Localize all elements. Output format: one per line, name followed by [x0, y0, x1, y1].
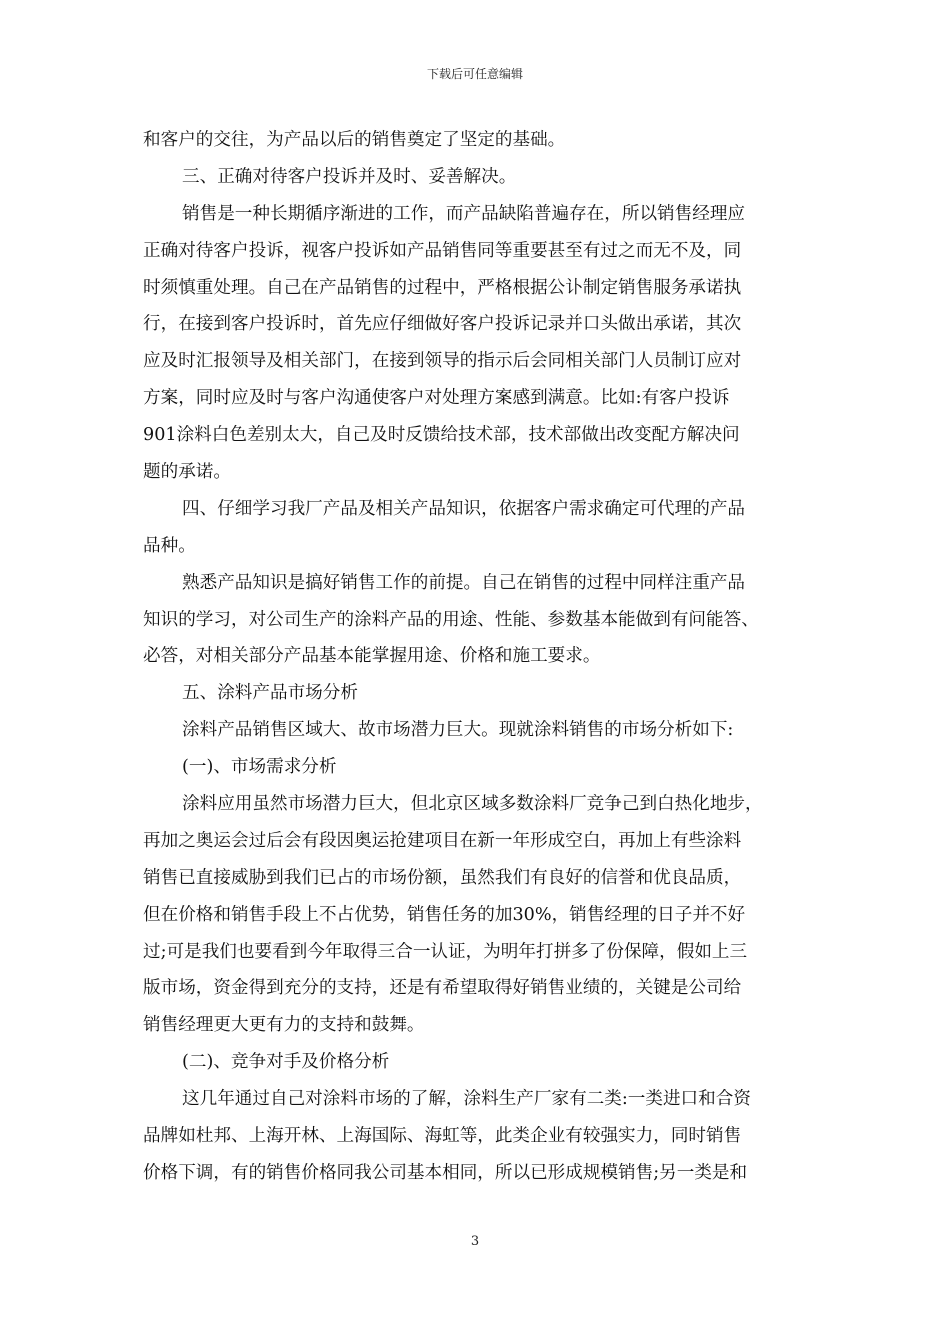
page-number: 3 [470, 1234, 480, 1249]
text-line: 必答，对相关部分产品基本能掌握用途、价格和施工要求。 [143, 646, 601, 667]
text-line: 销售经理更大更有力的支持和鼓舞。 [143, 1015, 425, 1036]
subsection-heading-2: (二)、竞争对手及价格分析 [182, 1052, 390, 1073]
text-line: 销售已直接威胁到我们已占的市场份额，虽然我们有良好的信誉和优良品质， [143, 867, 742, 888]
text-line: 知识的学习，对公司生产的涂料产品的用途、性能、参数基本能做到有问能答、 [143, 609, 759, 630]
document-body [143, 122, 823, 1192]
text-line: 熟悉产品知识是搞好销售工作的前提。自己在销售的过程中同样注重产品 [182, 572, 746, 593]
text-line: 正确对待客户投诉，视客户投诉如产品销售同等重要甚至有过之而无不及，同 [143, 240, 742, 261]
text-line: 销售是一种长期循序渐进的工作，而产品缺陷普遍存在，所以销售经理应 [182, 203, 746, 224]
text-line: 涂料产品销售区域大、故市场潜力巨大。现就涂料销售的市场分析如下: [182, 720, 734, 741]
text-line: 品牌如杜邦、上海开林、上海国际、海虹等，此类企业有较强实力，同时销售 [143, 1126, 742, 1147]
text-line: 方案，同时应及时与客户沟通使客户对处理方案感到满意。比如:有客户投诉 [143, 388, 730, 409]
text-line: 涂料应用虽然市场潜力巨大，但北京区域多数涂料厂竞争己到白热化地步， [182, 794, 763, 815]
text-line: 行，在接到客户投诉时，首先应仔细做好客户投诉记录并口头做出承诺，其次 [143, 314, 742, 335]
text-line: 901涂料白色差别太大，自己及时反馈给技术部，技术部做出改变配方解决问 [143, 425, 740, 446]
section-heading-3: 三、正确对待客户投诉并及时、妥善解决。 [182, 166, 517, 187]
text-line: 过;可是我们也要看到今年取得三合一认证，为明年打拼多了份保障，假如上三 [143, 941, 748, 962]
section-heading-4: 四、仔细学习我厂产品及相关产品知识，依据客户需求确定可代理的产品 [182, 498, 746, 519]
text-line: 和客户的交往，为产品以后的销售奠定了坚定的基础。 [143, 130, 566, 150]
section-heading-5: 五、涂料产品市场分析 [182, 683, 358, 704]
text-line: 价格下调，有的销售价格同我公司基本相同，所以已形成规模销售;另一类是和 [143, 1162, 748, 1183]
text-line: 品种。 [143, 535, 196, 556]
text-line: 版市场，资金得到充分的支持，还是有希望取得好销售业绩的，关键是公司给 [143, 978, 742, 999]
text-line: 应及时汇报领导及相关部门，在接到领导的指示后会同相关部门人员制订应对 [143, 351, 742, 372]
text-line: 时须慎重处理。自己在产品销售的过程中，严格根据公讣制定销售服务承诺执 [143, 277, 742, 298]
text-line: 再加之奥运会过后会有段因奥运抢建项目在新一年形成空白，再加上有些涂料 [143, 830, 742, 851]
text-line: 但在价格和销售手段上不占优势，销售任务的加30%，销售经理的日子并不好 [143, 904, 746, 925]
page-header: 下载后可任意编辑 [426, 67, 523, 81]
text-line: 题的承诺。 [143, 462, 231, 483]
text-line: 这几年通过自己对涂料市场的了解，涂料生产厂家有二类:一类进口和合资 [182, 1089, 751, 1110]
subsection-heading-1: (一)、市场需求分析 [182, 757, 337, 778]
